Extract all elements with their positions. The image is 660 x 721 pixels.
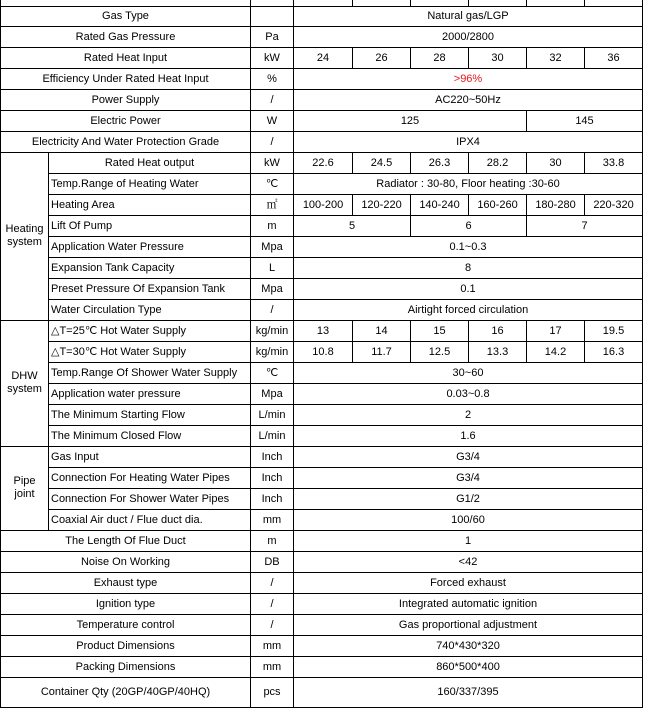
table-row	[1, 320, 643, 341]
row-value: 125	[294, 110, 527, 131]
table-row	[1, 6, 643, 26]
row-value: 1	[294, 530, 643, 551]
table-row	[1, 425, 643, 446]
row-unit: mm	[251, 509, 294, 530]
row-label: Gas Input	[49, 446, 251, 467]
row-value: 0.03~0.8	[294, 383, 643, 404]
row-value: 32	[527, 47, 585, 68]
row-value: 11.7	[353, 341, 411, 362]
table-row	[1, 572, 643, 593]
row-value: 28	[411, 47, 469, 68]
row-label: The Minimum Starting Flow	[49, 404, 251, 425]
row-value: 33.8	[585, 152, 643, 173]
table-row	[1, 677, 643, 707]
row-label: Lift Of Pump	[49, 215, 251, 236]
row-value: 860*500*400	[294, 656, 643, 677]
table-row	[1, 194, 643, 215]
row-value: Integrated automatic ignition	[294, 593, 643, 614]
row-value: G1/2	[294, 488, 643, 509]
row-value: 145	[527, 110, 643, 131]
row-value: 28.2	[469, 152, 527, 173]
row-value: Airtight forced circulation	[294, 299, 643, 320]
row-unit: mm	[251, 635, 294, 656]
row-label: Ignition type	[1, 593, 251, 614]
group-label-dhw: DHW system	[1, 320, 49, 446]
row-unit: /	[251, 614, 294, 635]
table-row	[1, 215, 643, 236]
row-unit: Inch	[251, 446, 294, 467]
row-value: 740*430*320	[294, 635, 643, 656]
row-value: 26	[353, 47, 411, 68]
table-row	[1, 131, 643, 152]
row-value: 140-240	[411, 194, 469, 215]
table-row	[1, 530, 643, 551]
row-label: Noise On Working	[1, 551, 251, 572]
row-value: 0.1~0.3	[294, 236, 643, 257]
table-row	[1, 467, 643, 488]
row-value: G3/4	[294, 467, 643, 488]
row-value: 220-320	[585, 194, 643, 215]
row-label: △T=25℃ Hot Water Supply	[49, 320, 251, 341]
row-label: Heating Area	[49, 194, 251, 215]
row-unit: /	[251, 299, 294, 320]
row-label: Rated Gas Pressure	[1, 26, 251, 47]
row-unit: kg/min	[251, 320, 294, 341]
row-unit: pcs	[251, 677, 294, 707]
row-unit: /	[251, 593, 294, 614]
table-row	[1, 362, 643, 383]
row-label: Temp.Range of Heating Water	[49, 173, 251, 194]
table-row	[1, 614, 643, 635]
table-row	[1, 341, 643, 362]
row-label: Preset Pressure Of Expansion Tank	[49, 278, 251, 299]
table-row	[1, 635, 643, 656]
table-row	[1, 299, 643, 320]
row-value: 12.5	[411, 341, 469, 362]
row-value: 16	[469, 320, 527, 341]
row-unit: L/min	[251, 404, 294, 425]
row-unit: kW	[251, 47, 294, 68]
row-unit: %	[251, 68, 294, 89]
row-label: Product Dimensions	[1, 635, 251, 656]
table-row	[1, 173, 643, 194]
row-value: 22.6	[294, 152, 353, 173]
row-value: 7	[527, 215, 643, 236]
row-value: 100-200	[294, 194, 353, 215]
table-row	[1, 383, 643, 404]
row-value: 16.3	[585, 341, 643, 362]
table-row	[1, 656, 643, 677]
row-unit: /	[251, 89, 294, 110]
row-label: Efficiency Under Rated Heat Input	[1, 68, 251, 89]
row-unit	[251, 6, 294, 26]
row-unit: Mpa	[251, 278, 294, 299]
row-value: 30	[527, 152, 585, 173]
row-value: 17	[527, 320, 585, 341]
row-unit: ㎡	[251, 194, 294, 215]
row-label: The Length Of Flue Duct	[1, 530, 251, 551]
row-value: 120-220	[353, 194, 411, 215]
row-value: 5	[294, 215, 411, 236]
row-label: Packing Dimensions	[1, 656, 251, 677]
row-value: 180-280	[527, 194, 585, 215]
row-label: Rated Heat Input	[1, 47, 251, 68]
row-label: Electricity And Water Protection Grade	[1, 131, 251, 152]
table-row	[1, 236, 643, 257]
table-row	[1, 404, 643, 425]
table-row	[1, 47, 643, 68]
row-value: 160-260	[469, 194, 527, 215]
row-label: Connection For Heating Water Pipes	[49, 467, 251, 488]
row-value: 2	[294, 404, 643, 425]
efficiency-value: >96%	[294, 68, 643, 89]
row-value: 2000/2800	[294, 26, 643, 47]
row-value: 24	[294, 47, 353, 68]
table-row	[1, 89, 643, 110]
row-value: 0.1	[294, 278, 643, 299]
row-label: Gas Type	[1, 6, 251, 26]
row-label: Application Water Pressure	[49, 236, 251, 257]
row-unit: kg/min	[251, 341, 294, 362]
row-value: Radiator : 30-80, Floor heating :30-60	[294, 173, 643, 194]
row-value: 30	[469, 47, 527, 68]
row-value: 6	[411, 215, 527, 236]
row-unit: m	[251, 530, 294, 551]
row-value: 1.6	[294, 425, 643, 446]
row-unit: DB	[251, 551, 294, 572]
group-label-heating: Heating system	[1, 152, 49, 320]
table-row	[1, 110, 643, 131]
row-value: 24.5	[353, 152, 411, 173]
table-row	[1, 593, 643, 614]
table-row	[1, 446, 643, 467]
row-value: Forced exhaust	[294, 572, 643, 593]
row-value: 14	[353, 320, 411, 341]
row-label: △T=30℃ Hot Water Supply	[49, 341, 251, 362]
row-value: Gas proportional adjustment	[294, 614, 643, 635]
row-label: Coaxial Air duct / Flue duct dia.	[49, 509, 251, 530]
row-unit: Mpa	[251, 236, 294, 257]
row-value: 8	[294, 257, 643, 278]
row-unit: /	[251, 572, 294, 593]
group-label-pipe: Pipe joint	[1, 446, 49, 530]
row-label: Electric Power	[1, 110, 251, 131]
row-unit: Inch	[251, 488, 294, 509]
row-value: 160/337/395	[294, 677, 643, 707]
table-row	[1, 509, 643, 530]
row-unit: W	[251, 110, 294, 131]
row-value: AC220~50Hz	[294, 89, 643, 110]
row-unit: L/min	[251, 425, 294, 446]
row-value: 15	[411, 320, 469, 341]
row-label: Temperature control	[1, 614, 251, 635]
row-value: 36	[585, 47, 643, 68]
table-row	[1, 68, 643, 89]
row-label: Rated Heat output	[49, 152, 251, 173]
row-label: Connection For Shower Water Pipes	[49, 488, 251, 509]
row-label: Water Circulation Type	[49, 299, 251, 320]
row-label: Power Supply	[1, 89, 251, 110]
row-unit: ℃	[251, 362, 294, 383]
row-value: 19.5	[585, 320, 643, 341]
row-value: IPX4	[294, 131, 643, 152]
row-label: Container Qty (20GP/40GP/40HQ)	[1, 677, 251, 707]
row-unit: ℃	[251, 173, 294, 194]
table-row	[1, 278, 643, 299]
row-value: 13	[294, 320, 353, 341]
row-value: 13.3	[469, 341, 527, 362]
table-row	[1, 26, 643, 47]
row-label: The Minimum Closed Flow	[49, 425, 251, 446]
table-row	[1, 488, 643, 509]
table-row	[1, 257, 643, 278]
row-unit: Inch	[251, 467, 294, 488]
table-row	[1, 551, 643, 572]
row-unit: Pa	[251, 26, 294, 47]
row-unit: /	[251, 131, 294, 152]
row-value: 100/60	[294, 509, 643, 530]
row-value: 10.8	[294, 341, 353, 362]
row-value: <42	[294, 551, 643, 572]
row-label: Exhaust type	[1, 572, 251, 593]
row-value: 14.2	[527, 341, 585, 362]
row-value: Natural gas/LGP	[294, 6, 643, 26]
row-label: Expansion Tank Capacity	[49, 257, 251, 278]
row-label: Temp.Range Of Shower Water Supply	[49, 362, 251, 383]
row-unit: m	[251, 215, 294, 236]
row-unit: L	[251, 257, 294, 278]
table-row	[1, 152, 643, 173]
row-value: 26.3	[411, 152, 469, 173]
row-unit: mm	[251, 656, 294, 677]
row-label: Application water pressure	[49, 383, 251, 404]
row-unit: Mpa	[251, 383, 294, 404]
row-value: 30~60	[294, 362, 643, 383]
row-unit: kW	[251, 152, 294, 173]
row-value: G3/4	[294, 446, 643, 467]
